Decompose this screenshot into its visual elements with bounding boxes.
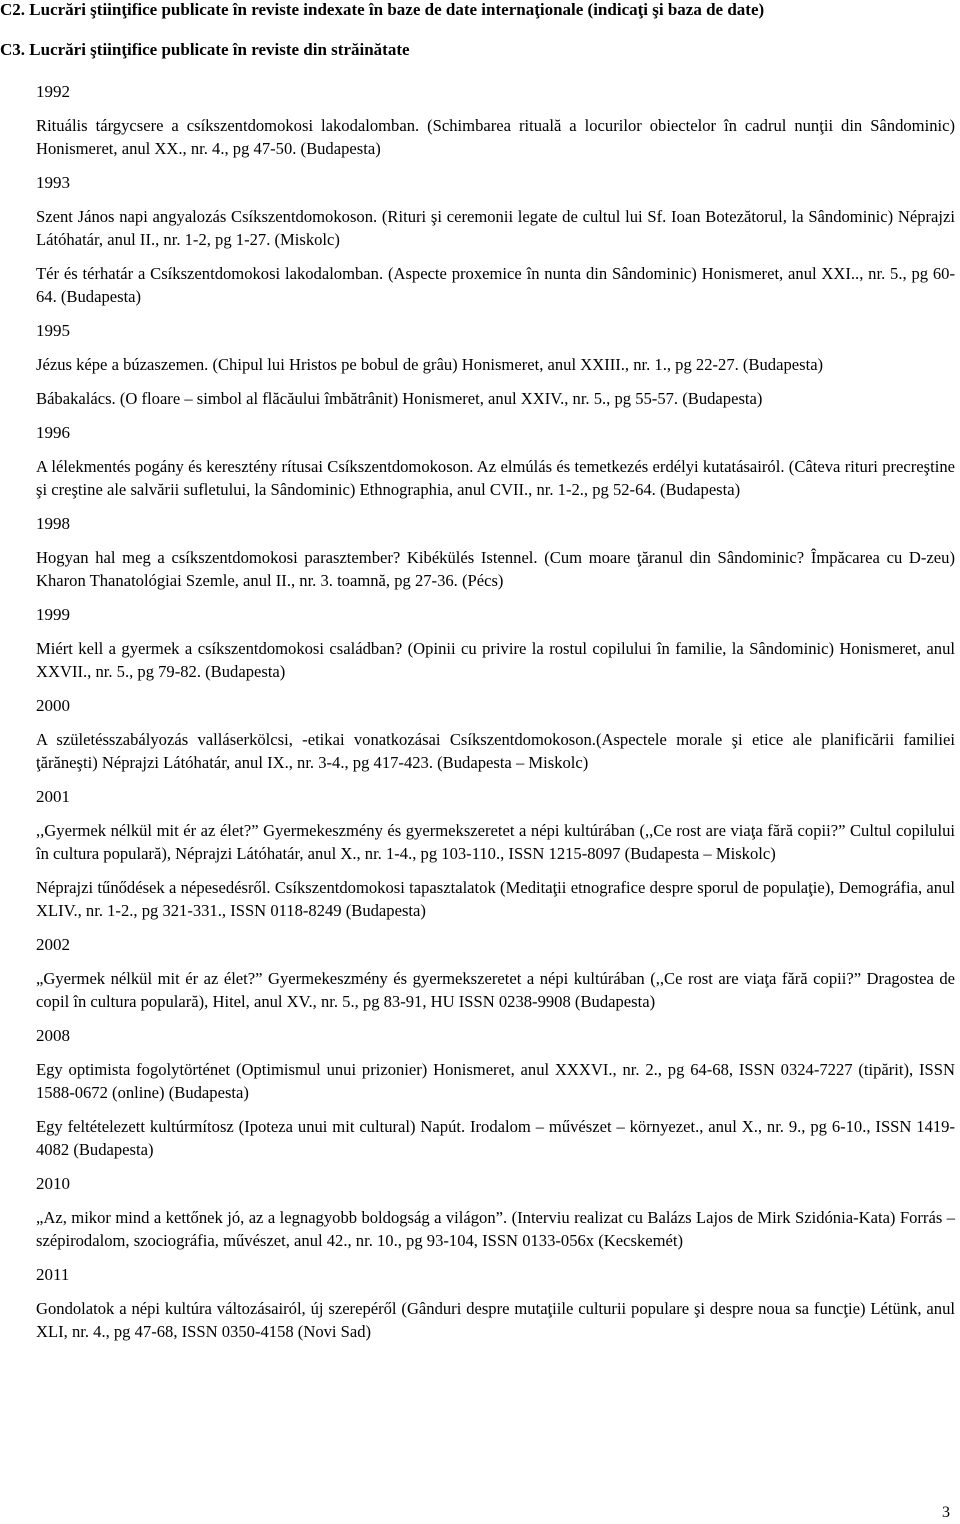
publication-entry: ,,Gyermek nélkül mit ér az élet?” Gyermekeszmény és gyermekszeretet a népi kultúrában (,,Ce rost are viaţa fără copii?” Cultul copilului în cultura populară), Néprajzi Látóhatár, anul X., nr. 1-4., pg 103-110., ISSN 1215-8097 (Budapesta – Miskolc) xyxy=(36,821,955,863)
publication-entry: Hogyan hal meg a csíkszentdomokosi parasztember? Kibékülés Istennel. (Cum moare ţăranul din Sândominic? Împăcarea cu D-zeu) Kharon Thanatológiai Szemle, anul II., nr. 3. toamnă, pg 27-36. (Pécs) xyxy=(36,548,955,590)
year-heading: 2010 xyxy=(36,1174,70,1193)
year-heading: 1992 xyxy=(36,82,70,101)
publication-entry: Egy feltételezett kultúrmítosz (Ipoteza unui mit cultural) Napút. Irodalom – művészet – környezet., anul X., nr. 9., pg 6-10., ISSN 1419-4082 (Budapesta) xyxy=(36,1117,955,1159)
publication-entry: A születésszabályozás valláserkölcsi, -etikai vonatkozásai Csíkszentdomokoson.(Aspectele morale şi etice ale planificării familiei ţărăneşti) Néprajzi Látóhatár, anul IX., nr. 3-4., pg 417-423. (Budapesta – Miskolc) xyxy=(36,730,955,772)
year-heading: 1993 xyxy=(36,173,70,192)
publication-entry: Néprajzi tűnődések a népesedésről. Csíkszentdomokosi tapasztalatok (Meditaţii etnografice despre sporul de populaţie), Demográfia, anul XLIV., nr. 1-2., pg 321-331., ISSN 0118-8249 (Budapesta) xyxy=(36,878,955,920)
publication-entry: „Gyermek nélkül mit ér az élet?” Gyermekeszmény és gyermekszeretet a népi kultúrában (,,Ce rost are viaţa fără copii?” Dragostea de copil în cultura populară), Hitel, anul XV., nr. 5., pg 83-91, HU ISSN 0238-9908 (Budapesta) xyxy=(36,969,955,1011)
publication-entry: Miért kell a gyermek a csíkszentdomokosi családban? (Opinii cu privire la rostul copilului în familie, la Sândominic) Honismeret, anul XXVII., nr. 5., pg 79-82. (Budapesta) xyxy=(36,639,955,681)
section-heading-c2: C2. Lucrări ştiinţifice publicate în reviste indexate în baze de date internaţionale (indicaţi şi baza de date) xyxy=(0,0,765,19)
year-heading: 1998 xyxy=(36,514,70,533)
publication-entry: Rituális tárgycsere a csíkszentdomokosi lakodalomban. (Schimbarea rituală a locurilor obiectelor în cadrul nunţii din Sândominic) Honismeret, anul XX., nr. 4., pg 47-50. (Budapesta) xyxy=(36,116,955,158)
year-heading: 2002 xyxy=(36,935,70,954)
publication-entry: Jézus képe a búzaszemen. (Chipul lui Hristos pe bobul de grâu) Honismeret, anul XXIII., nr. 1., pg 22-27. (Budapesta) xyxy=(36,355,824,374)
publication-entry: Bábakalács. (O floare – simbol al flăcăului îmbătrânit) Honismeret, anul XXIV., nr. 5., pg 55-57. (Budapesta) xyxy=(36,389,763,408)
year-heading: 1996 xyxy=(36,423,70,442)
publication-entry: Tér és térhatár a Csíkszentdomokosi lakodalomban. (Aspecte proxemice în nunta din Sândominic) Honismeret, anul XXI.., nr. 5., pg 60-64. (Budapesta) xyxy=(36,264,955,306)
section-heading-c3: C3. Lucrări ştiinţifice publicate în reviste din străinătate xyxy=(0,40,410,59)
publication-entry: Egy optimista fogolytörténet (Optimismul unui prizonier) Honismeret, anul XXXVI., nr. 2., pg 64-68, ISSN 0324-7227 (tipărit), ISSN 1588-0672 (online) (Budapesta) xyxy=(36,1060,955,1102)
page-number: 3 xyxy=(942,1504,950,1521)
year-heading: 1995 xyxy=(36,321,70,340)
year-heading: 1999 xyxy=(36,605,70,624)
publication-entry: A lélekmentés pogány és keresztény rítusai Csíkszentdomokoson. Az elmúlás és temetkezés erdélyi kutatásairól. (Câteva rituri precreştine şi creştine ale salvării sufletului, la Sândominic) Ethnographia, anul CVII., nr. 1-2., pg 52-64. (Budapesta) xyxy=(36,457,955,499)
publication-entry: Gondolatok a népi kultúra változásairól, új szerepéről (Gânduri despre mutaţiile culturii populare şi despre noua sa funcţie) Létünk, anul XLI, nr. 4., pg 47-68, ISSN 0350-4158 (Novi Sad) xyxy=(36,1299,955,1341)
publication-entry: Szent János napi angyalozás Csíkszentdomokoson. (Rituri şi ceremonii legate de cultul lui Sf. Ioan Botezătorul, la Sândominic) Néprajzi Látóhatár, anul II., nr. 1-2, pg 1-27. (Miskolc) xyxy=(36,207,955,249)
year-heading: 2008 xyxy=(36,1026,70,1045)
year-heading: 2000 xyxy=(36,696,70,715)
publication-list xyxy=(36,80,955,1354)
publication-entry: „Az, mikor mind a kettőnek jó, az a legnagyobb boldogság a világon”. (Interviu realizat cu Balázs Lajos de Mirk Szidónia-Kata) Forrás – szépirodalom, szociográfia, művészet, anul 42., nr. 10., pg 93-104, ISSN 0133-056x (Kecskemét) xyxy=(36,1208,955,1250)
year-heading: 2011 xyxy=(36,1265,70,1284)
year-heading: 2001 xyxy=(36,787,70,806)
